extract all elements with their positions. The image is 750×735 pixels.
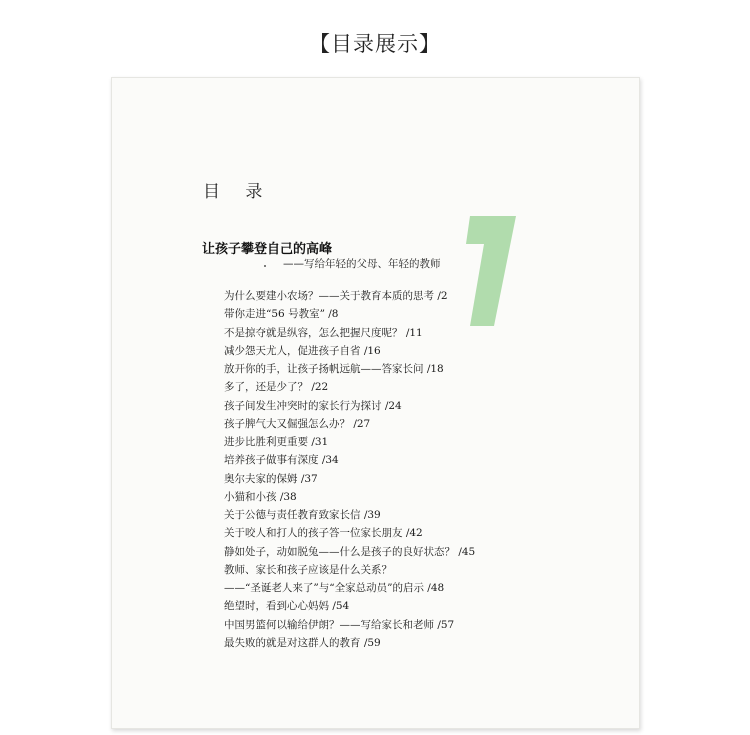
toc-entry: 放开你的手，让孩子扬帆远航——答家长问 /18 xyxy=(224,363,444,375)
toc-entry: 小猫和小孩 /38 xyxy=(224,490,297,503)
toc-entry: 静如处子，动如脱兔——什么是孩子的良好状态？ /45 xyxy=(224,545,476,558)
toc-entry: 教师、家长和孩子应该是什么关系？ xyxy=(224,563,392,576)
toc-heading: 目 录 xyxy=(203,182,273,202)
toc-entry: ——“圣诞老人来了”与“全家总动员”的启示 /48 xyxy=(224,582,445,594)
toc-entry: 绝望时，看到心心妈妈 /54 xyxy=(224,600,350,613)
toc-entry: 为什么要建小农场？——关于教育本质的思考 /2 xyxy=(224,290,448,302)
toc-entry: 进步比胜利更重要 /31 xyxy=(224,436,329,448)
toc-entry: 中国男篮何以输给伊朗？——写给家长和老师 /57 xyxy=(224,618,455,631)
toc-entry: 最失败的就是对这群人的教育 /59 xyxy=(224,636,381,649)
chapter-subtitle: ——写给年轻的父母、年轻的教师 xyxy=(283,258,441,270)
toc-entry: 关于咬人和打人的孩子答一位家长朋友 /42 xyxy=(224,527,423,540)
chapter-title: 让孩子攀登自己的高峰 xyxy=(202,242,333,257)
toc-entry: 奥尔夫家的保姆 /37 xyxy=(224,472,318,485)
toc-entry: 关于公德与责任教育致家长信 /39 xyxy=(224,509,381,521)
toc-entry: 不是掠夺就是纵容，怎么把握尺度呢？ /11 xyxy=(224,326,423,339)
toc-entry-list xyxy=(224,287,475,652)
toc-entry: 孩子脾气大又倔强怎么办？ /27 xyxy=(224,417,371,430)
toc-entry: 孩子间发生冲突时的家长行为探讨 /24 xyxy=(224,399,402,412)
toc-entry: 多了，还是少了？ /22 xyxy=(224,381,329,394)
book-page xyxy=(111,77,640,729)
section-banner: 【目录展示】 xyxy=(309,32,441,56)
toc-entry: 减少怨天尤人，促进孩子自省 /16 xyxy=(224,344,381,357)
toc-entry: 培养孩子做事有深度 /34 xyxy=(224,454,339,467)
print-speck xyxy=(264,265,266,267)
toc-entry: 带你走进“56 号教室” /8 xyxy=(224,308,339,321)
